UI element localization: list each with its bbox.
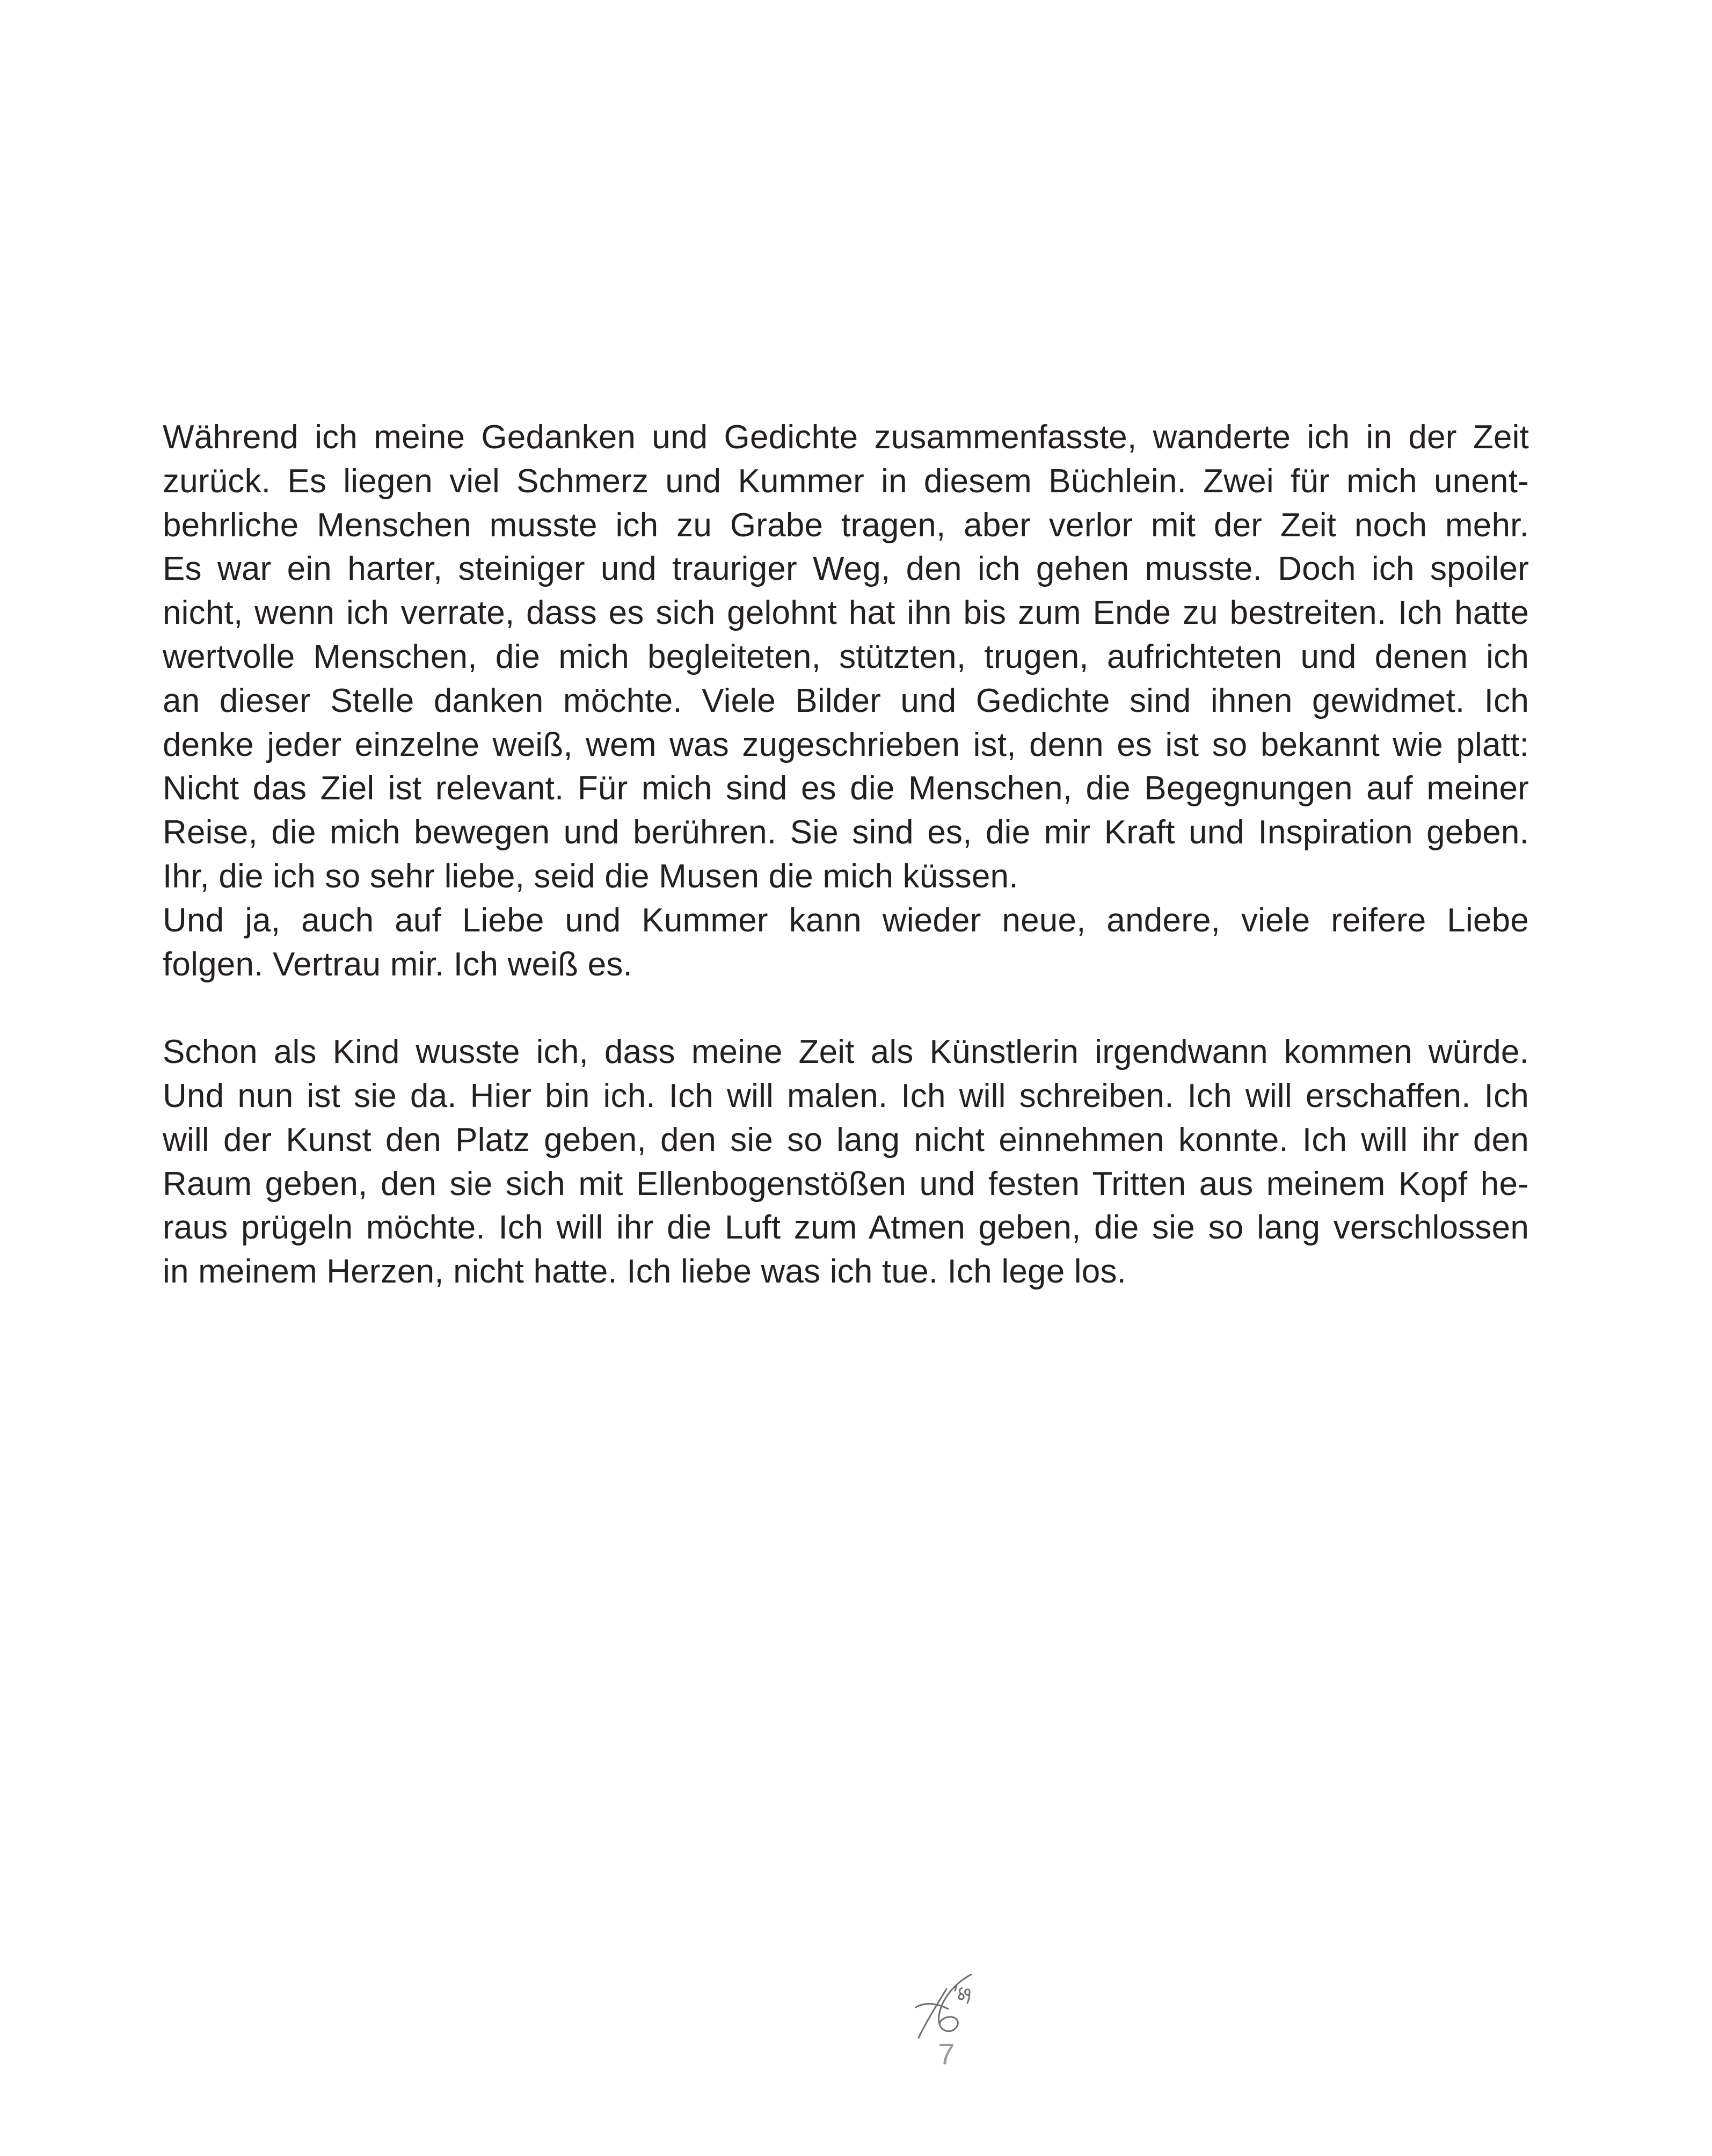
- text-line: folgen. Vertrau mir. Ich weiß es.: [163, 945, 632, 983]
- text-block: [163, 416, 1529, 1294]
- text-line: raus prügeln möchte. Ich will ihr die Luft zum Atmen geben, die sie so lang verschlossen: [163, 1209, 1529, 1247]
- text-line: denke jeder einzelne weiß, wem was zugeschrieben ist, denn es ist so bekannt wie platt:: [163, 726, 1529, 763]
- text-line: Raum geben, den sie sich mit Ellenbogenstößen und festen Tritten aus meinem Kopf he-: [163, 1165, 1529, 1203]
- paragraph: [163, 1030, 1529, 1294]
- text-line: zurück. Es liegen viel Schmerz und Kummer in diesem Büchlein. Zwei für mich unent-: [163, 462, 1529, 500]
- paragraph: [163, 899, 1529, 987]
- signature-monogram-icon: [914, 1971, 976, 2041]
- text-line: Reise, die mich bewegen und berühren. Sie sind es, die mir Kraft und Inspiration geben.: [163, 814, 1529, 851]
- text-line: Und nun ist sie da. Hier bin ich. Ich will malen. Ich will schreiben. Ich will erschaffen. Ich: [163, 1077, 1529, 1115]
- text-line: will der Kunst den Platz geben, den sie so lang nicht einnehmen konnte. Ich will ihr den: [163, 1121, 1529, 1159]
- text-line: in meinem Herzen, nicht hatte. Ich liebe was ich tue. Ich lege los.: [163, 1253, 1127, 1291]
- text-line: Während ich meine Gedanken und Gedichte zusammenfasste, wanderte ich in der Zeit: [163, 419, 1529, 456]
- text-line: an dieser Stelle danken möchte. Viele Bilder und Gedichte sind ihnen gewidmet. Ich: [163, 682, 1529, 719]
- text-line: behrliche Menschen musste ich zu Grabe tragen, aber verlor mit der Zeit noch mehr.: [163, 506, 1529, 544]
- text-line: nicht, wenn ich verrate, dass es sich gelohnt hat ihn bis zum Ende zu bestreiten. Ich hatte: [163, 594, 1529, 632]
- text-line: Ihr, die ich so sehr liebe, seid die Musen die mich küssen.: [163, 857, 1018, 895]
- artist-signature: [914, 1971, 976, 2041]
- text-line: wertvolle Menschen, die mich begleiteten, stützten, trugen, aufrichteten und denen ich: [163, 638, 1529, 675]
- text-line: Es war ein harter, steiniger und trauriger Weg, den ich gehen musste. Doch ich spoiler: [163, 550, 1529, 588]
- text-line: Schon als Kind wusste ich, dass meine Zeit als Künstlerin irgendwann kommen würde.: [163, 1033, 1529, 1071]
- text-line: Und ja, auch auf Liebe und Kummer kann wieder neue, andere, viele reifere Liebe: [163, 901, 1529, 939]
- text-line: Nicht das Ziel ist relevant. Für mich sind es die Menschen, die Begegnungen auf meiner: [163, 770, 1529, 807]
- paragraph: [163, 416, 1529, 899]
- page-number: 7: [938, 2037, 955, 2071]
